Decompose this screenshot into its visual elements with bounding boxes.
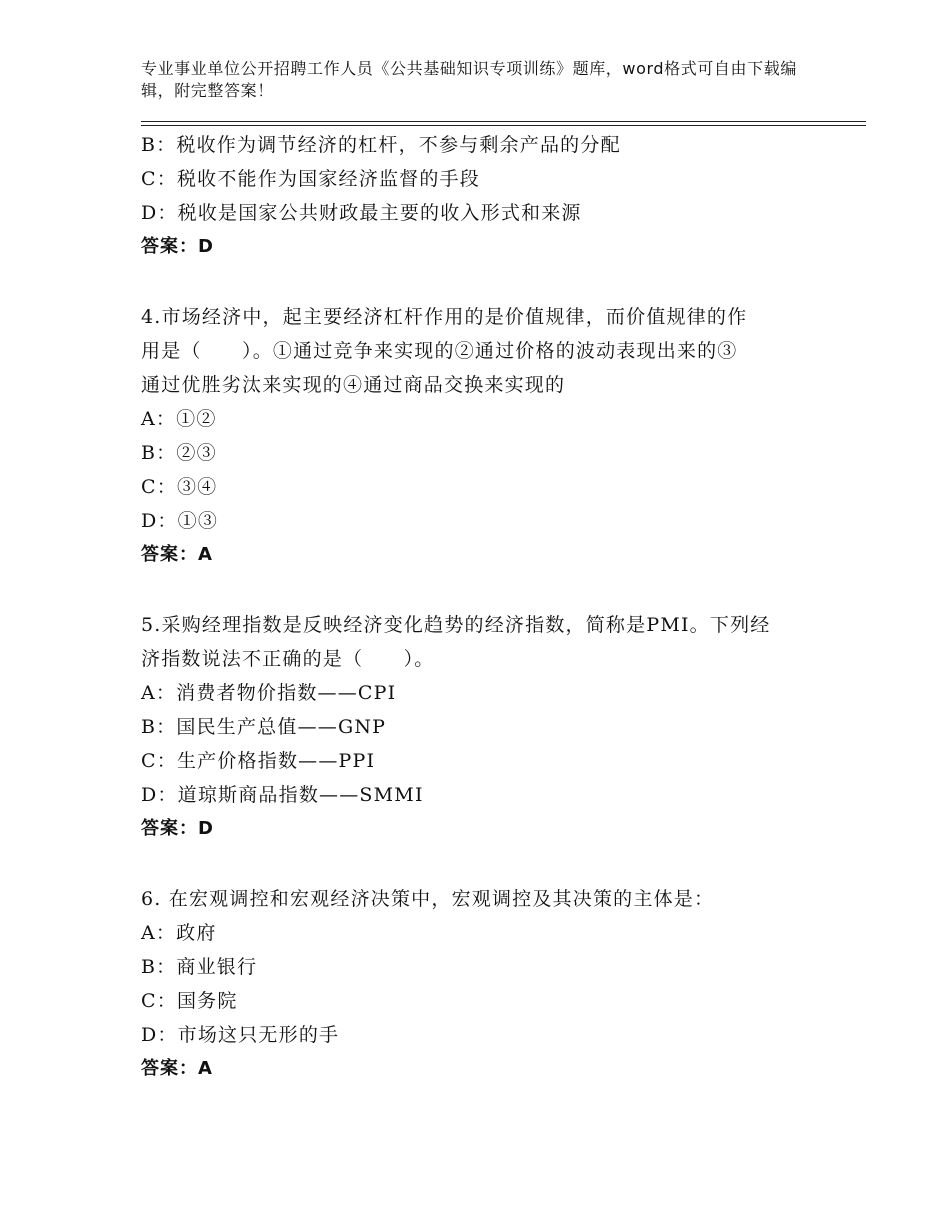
option-a: A：消费者物价指数——CPI bbox=[141, 682, 397, 704]
option-c: C：生产价格指数——PPI bbox=[141, 750, 376, 772]
option-c: C：税收不能作为国家经济监督的手段 bbox=[141, 168, 480, 190]
question-stem-line: 6. 在宏观调控和宏观经济决策中，宏观调控及其决策的主体是： bbox=[141, 888, 715, 910]
question-3-tail bbox=[141, 128, 821, 264]
header-rule-bottom bbox=[141, 125, 866, 126]
question-stem-line: 济指数说法不正确的是（ ）。 bbox=[141, 648, 435, 670]
option-b: B：②③ bbox=[141, 442, 217, 464]
spacer bbox=[141, 572, 821, 608]
option-b: B：商业银行 bbox=[141, 956, 258, 978]
question-stem-line: 4.市场经济中，起主要经济杠杆作用的是价值规律，而价值规律的作 bbox=[141, 306, 748, 328]
question-stem-line: 通过优胜劣汰来实现的④通过商品交换来实现的 bbox=[141, 374, 566, 396]
header-rule-top bbox=[141, 121, 866, 122]
question-content bbox=[141, 128, 821, 1086]
option-c: C：国务院 bbox=[141, 990, 238, 1012]
option-c: C：③④ bbox=[141, 476, 218, 498]
page-header: 专业事业单位公开招聘工作人员《公共基础知识专项训练》题库，word格式可自由下载编辑，附完整答案！ bbox=[141, 59, 797, 100]
option-d: D：税收是国家公共财政最主要的收入形式和来源 bbox=[141, 202, 582, 224]
option-a: A：政府 bbox=[141, 922, 217, 944]
spacer bbox=[141, 846, 821, 882]
option-d: D：①③ bbox=[141, 510, 219, 532]
answer-label: 答案：A bbox=[141, 1058, 213, 1079]
option-a: A：①② bbox=[141, 408, 217, 430]
question-6 bbox=[141, 882, 821, 1086]
option-d: D：市场这只无形的手 bbox=[141, 1024, 340, 1046]
question-stem-line: 5.采购经理指数是反映经济变化趋势的经济指数，简称是PMI。下列经 bbox=[141, 614, 771, 636]
answer-label: 答案：D bbox=[141, 818, 214, 839]
question-4 bbox=[141, 300, 821, 572]
option-b: B：税收作为调节经济的杠杆，不参与剩余产品的分配 bbox=[141, 134, 621, 156]
answer-label: 答案：D bbox=[141, 236, 214, 257]
question-5 bbox=[141, 608, 821, 846]
answer-label: 答案：A bbox=[141, 544, 213, 565]
spacer bbox=[141, 264, 821, 300]
option-b: B：国民生产总值——GNP bbox=[141, 716, 387, 738]
option-d: D：道琼斯商品指数——SMMI bbox=[141, 784, 424, 806]
question-stem-line: 用是（ ）。①通过竞争来实现的②通过价格的波动表现出来的③ bbox=[141, 340, 738, 362]
